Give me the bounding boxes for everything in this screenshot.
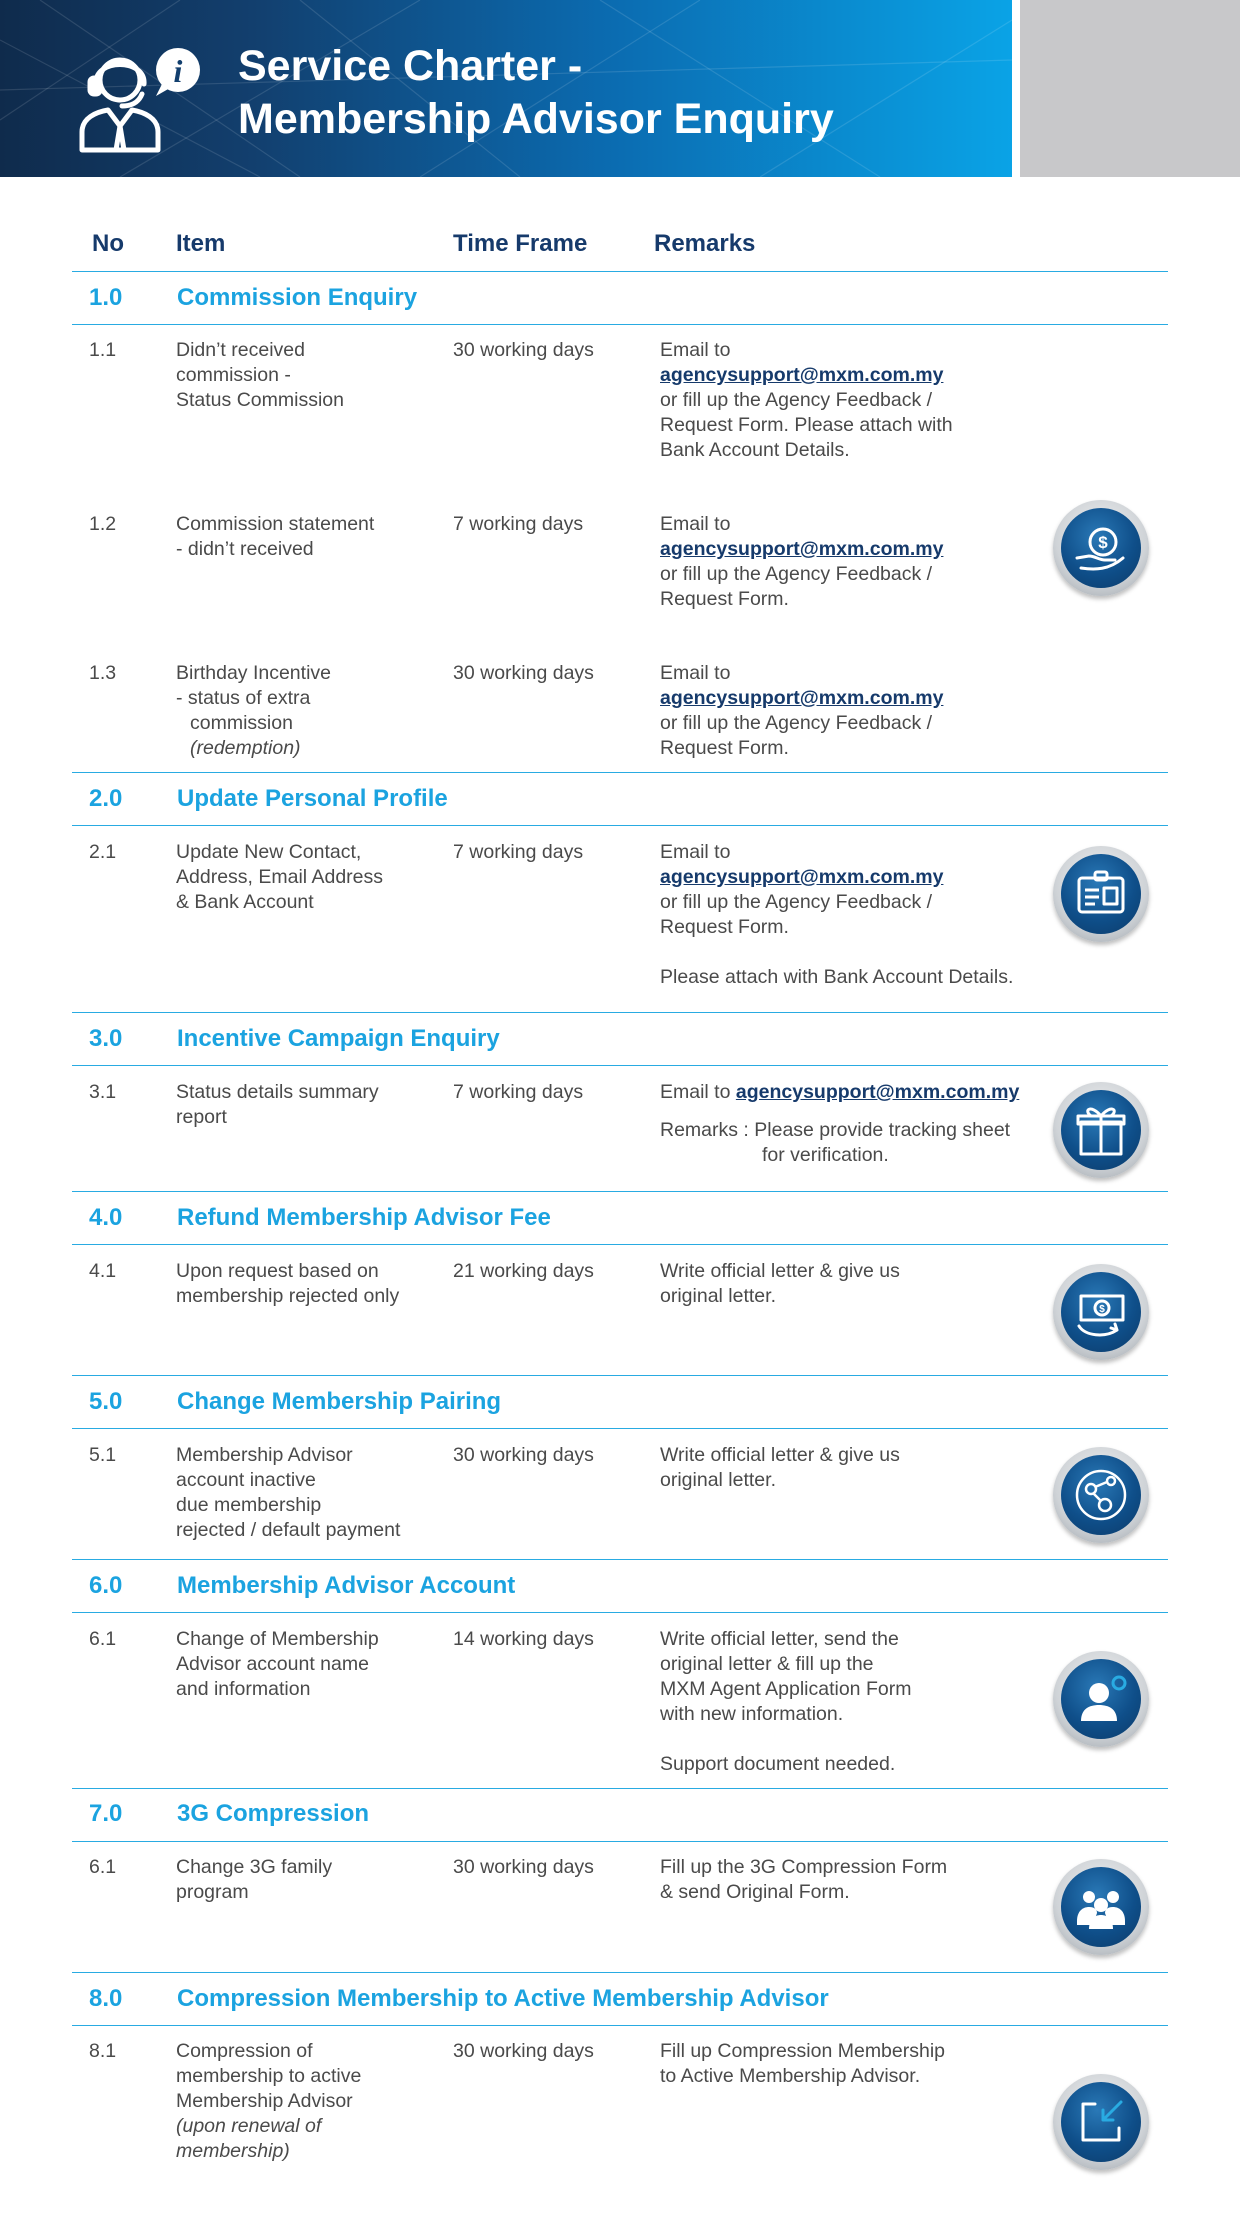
row-time-frame: 7 working days [453,513,584,535]
row-item: Membership Advisor account inactive due membership rejected / default payment [176,1444,401,1541]
column-header-item: Item [176,230,226,257]
section-title: Commission Enquiry [177,284,418,311]
network-people-icon [1053,1447,1149,1543]
divider [72,1065,1168,1066]
group-people-icon [1053,1859,1149,1955]
row-number: 6.1 [89,1856,117,1878]
row-remarks: Email to agencysupport@mxm.com.my or fill up the Agency Feedback / Request Form. Please attach with Bank Account Details. [660,339,953,461]
row-remarks: Email to agencysupport@mxm.com.my Remarks : Please provide tracking sheet for verification. [660,1081,1020,1166]
gift-box-icon [1053,1082,1149,1178]
column-header-time-frame: Time Frame [453,230,588,257]
section-title: Change Membership Pairing [177,1388,502,1415]
email-link[interactable]: agencysupport@mxm.com.my [660,866,944,888]
title-line-2: Membership Advisor Enquiry [238,95,834,143]
row-time-frame: 30 working days [453,2040,594,2062]
row-time-frame: 30 working days [453,1444,594,1466]
row-time-frame: 7 working days [453,1081,584,1103]
cash-refund-icon [1053,1264,1149,1360]
row-remarks: Email to agencysupport@mxm.com.my or fill up the Agency Feedback / Request Form. [660,513,944,610]
section-number: 5.0 [89,1388,123,1415]
title-line-1: Service Charter - [238,42,583,90]
row-remarks: Write official letter, send the original letter & fill up the MXM Agent Application Form with new information. Support document needed. [660,1628,912,1775]
row-item: Birthday Incentive - status of extra commission (redemption) [176,662,332,759]
user-account-icon [1053,1651,1149,1747]
section-title: 3G Compression [177,1800,370,1827]
section-number: 2.0 [89,785,123,812]
page-header [0,0,1012,177]
row-time-frame: 30 working days [453,339,594,361]
row-remarks: Write official letter & give us original letter. [660,1444,900,1491]
divider [72,1841,1168,1842]
row-time-frame: 14 working days [453,1628,594,1650]
email-link[interactable]: agencysupport@mxm.com.my [735,1081,1020,1103]
row-item: Upon request based on membership rejected only [176,1260,400,1307]
row-item: Didn’t received commission - Status Commission [176,339,344,411]
row-time-frame: 30 working days [453,662,594,684]
section-title: Incentive Campaign Enquiry [177,1025,500,1052]
row-number: 5.1 [89,1444,117,1466]
divider [72,1612,1168,1613]
divider [72,1559,1168,1560]
email-link[interactable]: agencysupport@mxm.com.my [660,687,944,709]
row-number: 6.1 [89,1628,117,1650]
row-number: 1.2 [89,513,117,535]
row-number: 4.1 [89,1260,117,1282]
section-number: 3.0 [89,1025,123,1052]
row-number: 3.1 [89,1081,117,1103]
row-remarks: Email to agencysupport@mxm.com.my or fill up the Agency Feedback / Request Form. [660,662,944,759]
row-number: 1.1 [89,339,117,361]
row-time-frame: 30 working days [453,1856,594,1878]
row-remarks: Write official letter & give us original letter. [660,1260,900,1307]
divider [72,1788,1168,1789]
page-title [238,40,834,146]
header-side-block [1020,0,1240,177]
section-number: 1.0 [89,284,123,311]
divider [72,772,1168,773]
row-number: 8.1 [89,2040,117,2062]
divider [72,271,1168,272]
section-title: Membership Advisor Account [177,1572,516,1599]
compress-arrows-icon [1053,2074,1149,2170]
row-item: Status details summary report [176,1081,379,1128]
row-item: Compression of membership to active Membership Advisor (upon renewal of membership) [176,2040,362,2162]
row-remarks: Email to agencysupport@mxm.com.my or fill up the Agency Feedback / Request Form. Please attach with Bank Account Details. [660,841,1014,988]
money-hand-icon [1053,500,1149,596]
divider [72,825,1168,826]
row-remarks: Fill up Compression Membership to Active Membership Advisor. [660,2040,946,2087]
divider [72,1375,1168,1376]
divider [72,1972,1168,1973]
svg-text:i: i [173,53,183,89]
section-title: Refund Membership Advisor Fee [177,1204,551,1231]
section-title: Compression Membership to Active Membership Advisor [177,1985,829,2012]
row-number: 1.3 [89,662,117,684]
row-item: Commission statement - didn’t received [176,513,375,560]
row-remarks: Fill up the 3G Compression Form & send Original Form. [660,1856,948,1903]
support-agent-info-icon [72,40,212,160]
divider [72,1012,1168,1013]
row-item: Update New Contact, Address, Email Address & Bank Account [176,841,384,913]
divider [72,1244,1168,1245]
email-link[interactable]: agencysupport@mxm.com.my [660,364,944,386]
svg-text:$: $ [1098,533,1108,552]
email-link[interactable]: agencysupport@mxm.com.my [660,538,944,560]
section-number: 6.0 [89,1572,123,1599]
section-number: 4.0 [89,1204,123,1231]
section-number: 8.0 [89,1985,123,2012]
column-header-no: No [92,230,124,257]
id-card-icon [1053,846,1149,942]
divider [72,324,1168,325]
column-header-remarks: Remarks [654,230,756,257]
row-number: 2.1 [89,841,117,863]
section-title: Update Personal Profile [177,785,448,812]
section-number: 7.0 [89,1800,123,1827]
divider [72,1428,1168,1429]
svg-text:$: $ [1099,1304,1105,1315]
row-time-frame: 21 working days [453,1260,594,1282]
row-item: Change of Membership Advisor account name and information [176,1628,379,1700]
divider [72,2025,1168,2026]
divider [72,1191,1168,1192]
row-item: Change 3G family program [176,1856,333,1903]
row-time-frame: 7 working days [453,841,584,863]
